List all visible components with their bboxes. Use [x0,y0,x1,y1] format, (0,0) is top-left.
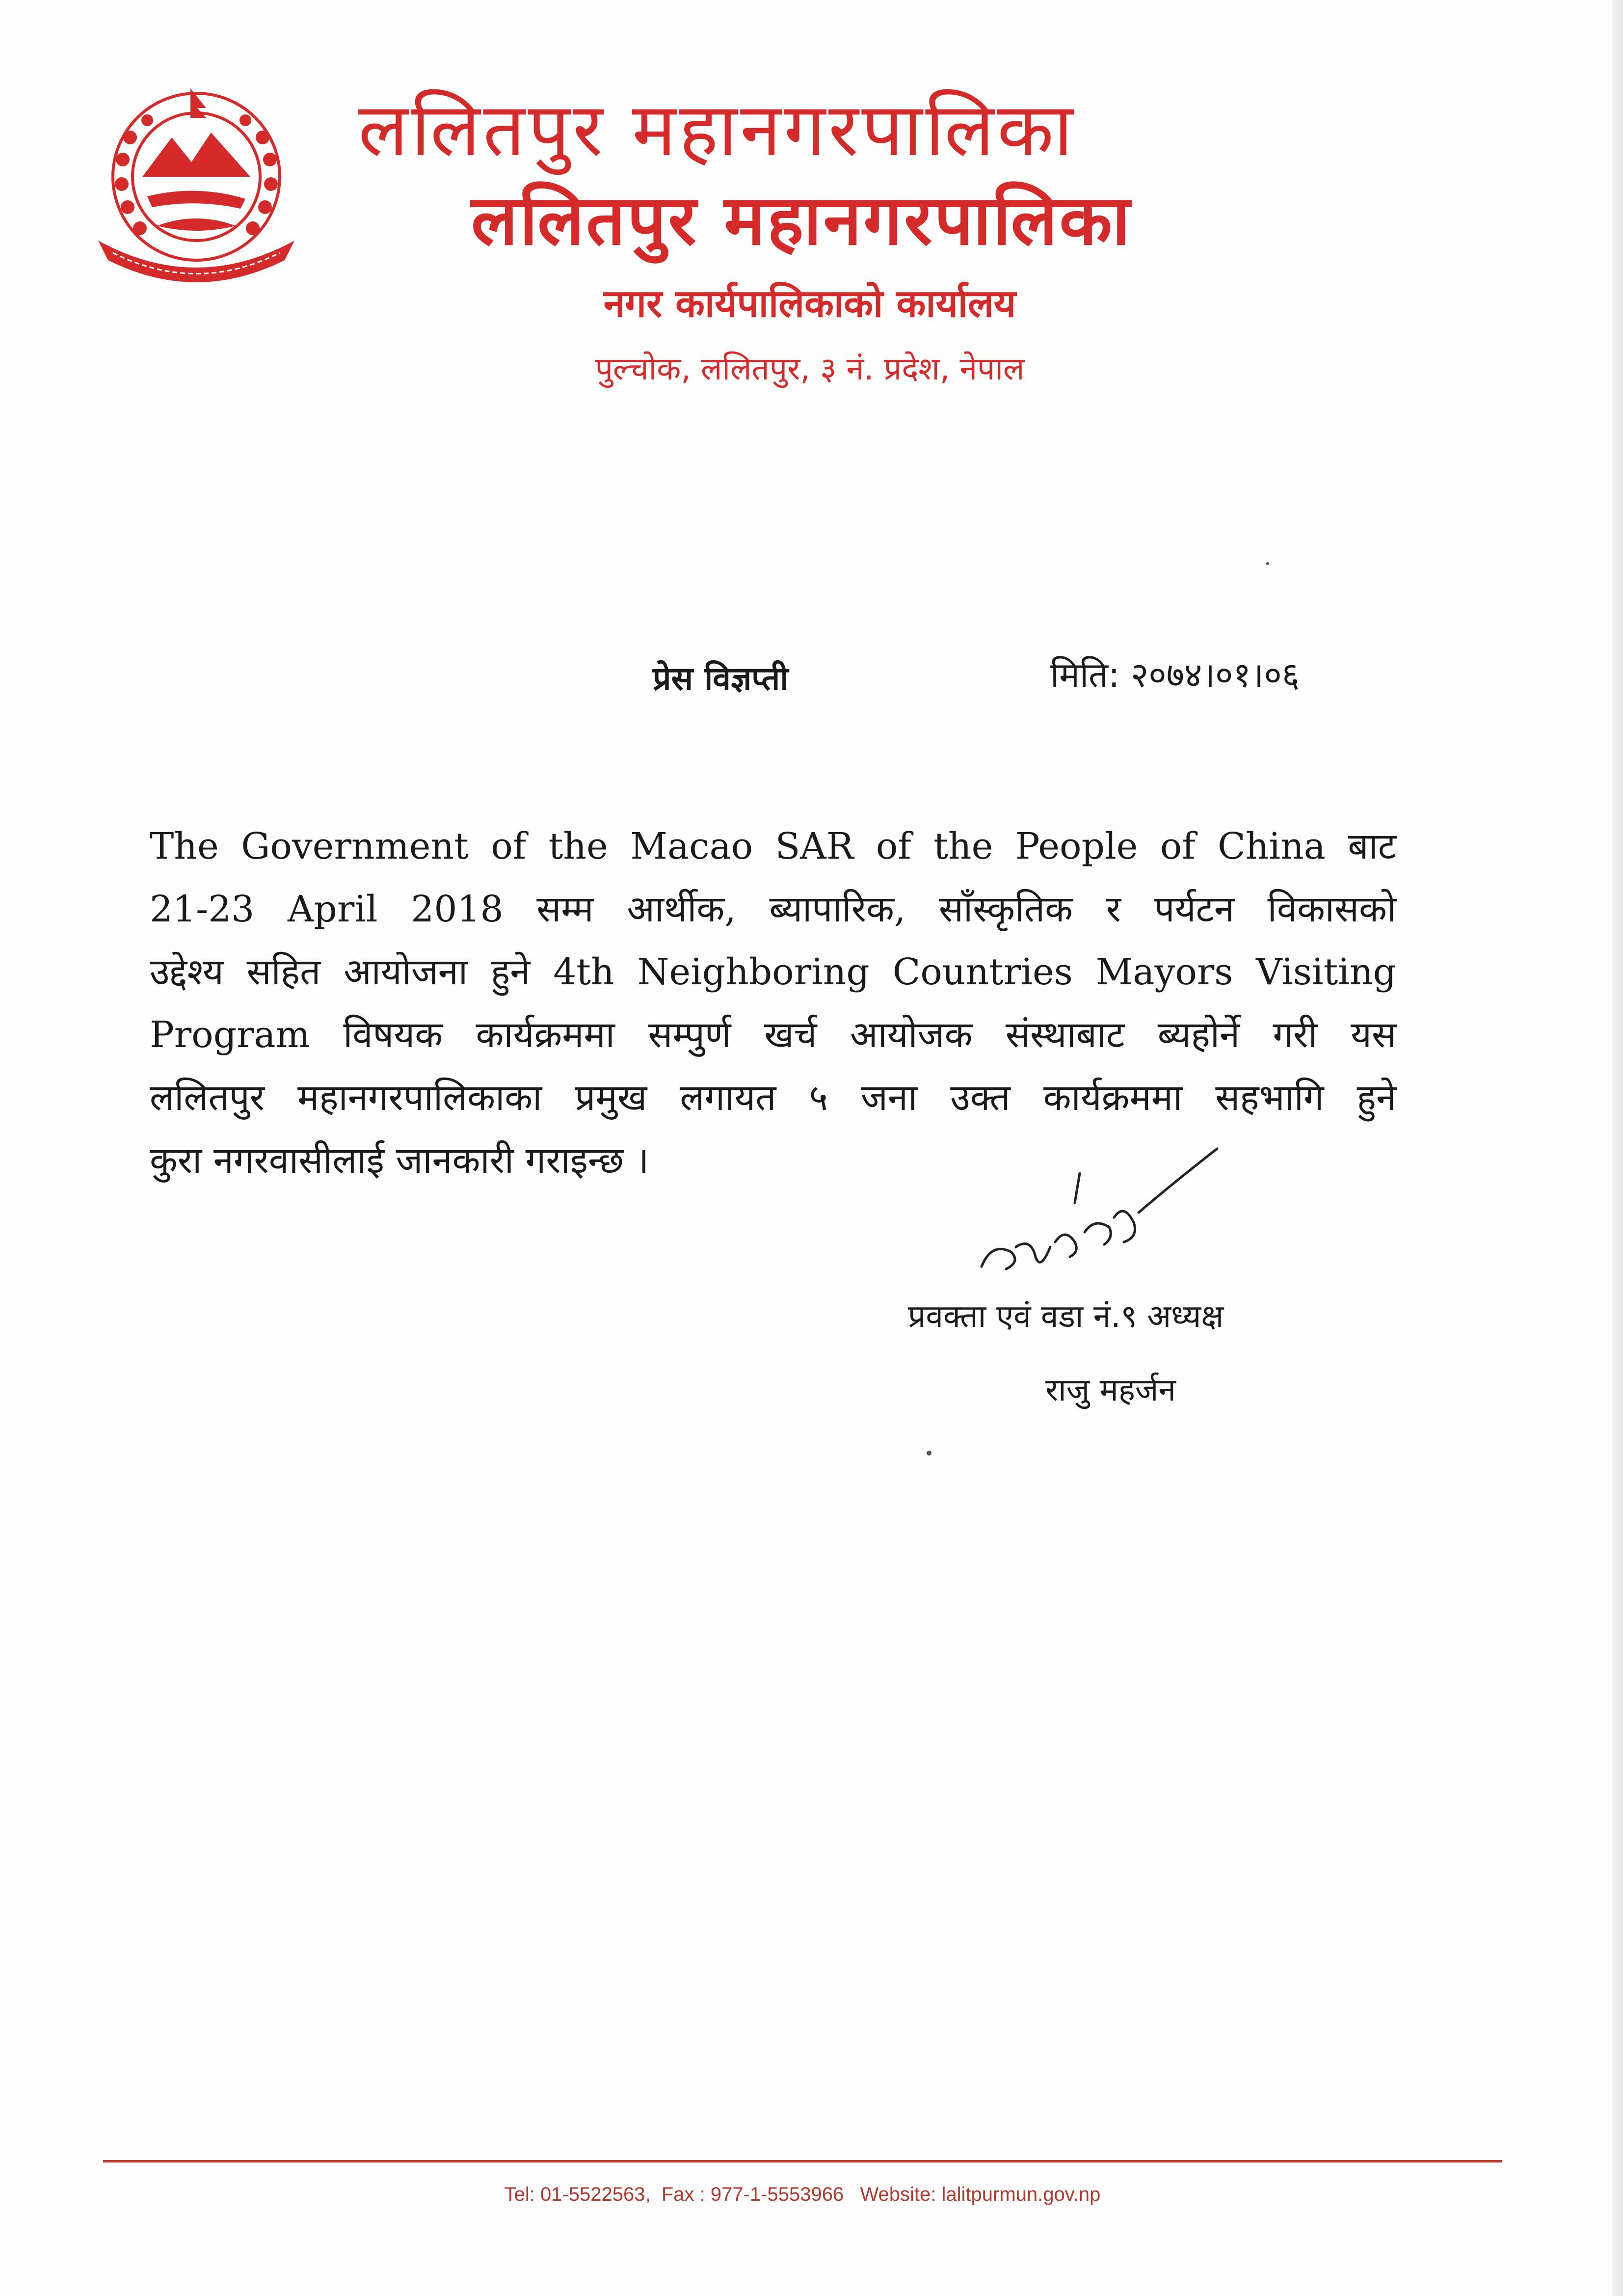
body-line: ललितपुर महानगरपालिकाका प्रमुख लगायत ५ जना उक्त कार्यक्रममा सहभागि हुने [150,1077,1396,1119]
body-line: The Government of the Macao SAR of the People of China बाट [150,825,1396,867]
body-line: Program विषयक कार्यक्रममा सम्पुर्ण खर्च आयोजक संस्थाबाट ब्यहोर्ने गरी यस [150,1014,1396,1056]
scan-speck [1266,562,1269,565]
scan-speck [927,1451,931,1456]
press-release-title: प्रेस विज्ञप्ती [653,660,789,698]
office-name: नगर कार्यपालिकाको कार्यालय [603,282,1016,326]
signatory-role: प्रवक्ता एवं वडा नं.९ अध्यक्ष [908,1298,1224,1335]
body-line: उद्देश्य सहित आयोजना हुने 4th Neighboring Countries Mayors Visiting [150,951,1396,993]
body-line: कुरा नगरवासीलाई जानकारी गराइन्छ । [150,1139,649,1182]
municipality-title: ललितपुर महानगरपालिका [358,87,1076,173]
scan-edge [1612,0,1623,2296]
office-address: पुल्चोक, ललितपुर, ३ नं. प्रदेश, नेपाल [595,351,1025,387]
nepal-government-emblem-icon [83,79,309,290]
footer-divider [103,2160,1502,2162]
press-release-date: मिति: २०७४।०१।०६ [1050,655,1300,695]
handwritten-signature-icon [962,1129,1237,1291]
municipality-title-script: ललितपुर महानगरपालिका [471,181,1132,261]
body-line: 21-23 April 2018 सम्म आर्थीक, ब्यापारिक, साँस्कृतिक र पर्यटन विकासको [150,888,1396,930]
signatory-name: राजु महर्जन [1045,1372,1176,1408]
footer-contact: Tel: 01-5522563, Fax : 977-1-5553966 Website: lalitpurmun.gov.np [504,2184,1101,2205]
